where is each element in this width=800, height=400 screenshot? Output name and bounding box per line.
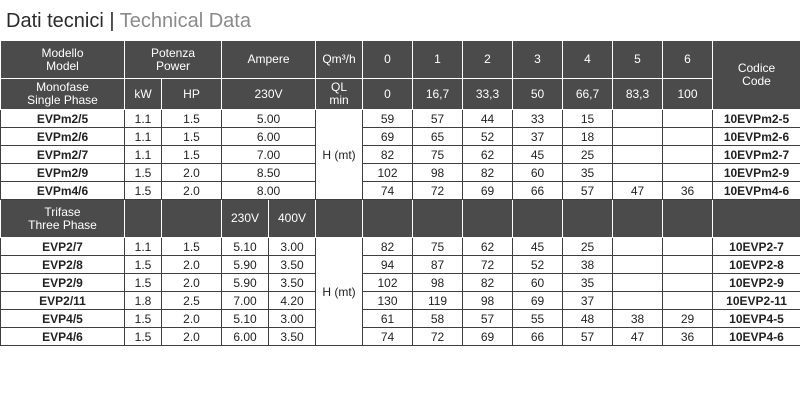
code-cell: 10EVPm4-6 [713,182,800,200]
header-three-phase: Trifase Three Phase [1,200,125,238]
head-cell: 87 [413,256,463,274]
head-cell [663,292,713,310]
head-cell: 82 [463,164,513,182]
head-cell [613,146,663,164]
head-cell: 48 [563,310,613,328]
head-cell: 35 [563,164,613,182]
header-blank [162,200,222,238]
head-cell: 74 [363,328,413,346]
ampere-400-cell: 3.50 [269,328,316,346]
header-row-three-phase [1,200,800,238]
model-cell: EVPm2/9 [1,164,125,182]
head-cell: 72 [413,328,463,346]
head-cell: 62 [463,238,513,256]
head-cell: 66 [513,182,563,200]
code-cell: 10EVP4-6 [713,328,800,346]
hp-cell: 1.5 [162,146,222,164]
header-ampere: Ampere [222,41,316,79]
header-flow-lmin: 0 [363,79,413,110]
model-cell: EVP4/5 [1,310,125,328]
header-blank [613,200,663,238]
head-cell: 74 [363,182,413,200]
ampere-230-cell: 6.00 [222,328,269,346]
header-power: Potenza Power [125,41,222,79]
header-code: Codice Code [713,41,800,110]
table-row [1,310,800,328]
code-cell: 10EVPm2-7 [713,146,800,164]
head-cell: 44 [463,110,513,128]
table-row [1,238,800,256]
header-flow-qm3h: 5 [613,41,663,79]
head-cell: 36 [663,182,713,200]
head-cell: 52 [513,256,563,274]
head-cell [663,164,713,182]
head-cell: 60 [513,274,563,292]
head-cell: 69 [463,182,513,200]
head-cell: 18 [563,128,613,146]
header-flow-lmin: 50 [513,79,563,110]
head-cell [613,238,663,256]
table-row [1,256,800,274]
hp-cell: 2.0 [162,256,222,274]
title-italian: Dati tecnici [6,10,104,32]
head-cell [613,110,663,128]
header-row-main [1,41,800,79]
head-cell: 98 [463,292,513,310]
header-230v: 230V [222,79,316,110]
head-cell: 69 [513,292,563,310]
head-cell [663,238,713,256]
head-cell: 102 [363,164,413,182]
ampere-400-cell: 4.20 [269,292,316,310]
kw-cell: 1.5 [125,274,162,292]
head-cell: 29 [663,310,713,328]
code-cell: 10EVPm2-6 [713,128,800,146]
header-blank [713,200,800,238]
ampere-230-cell: 5.10 [222,238,269,256]
header-flow-qm3h: 6 [663,41,713,79]
head-cell: 61 [363,310,413,328]
head-cell: 98 [413,164,463,182]
model-cell: EVPm4/6 [1,182,125,200]
head-cell: 72 [463,256,513,274]
head-cell: 57 [463,310,513,328]
header-blank [513,200,563,238]
code-cell: 10EVPm2-5 [713,110,800,128]
code-cell: 10EVP2-9 [713,274,800,292]
head-cell: 66 [513,328,563,346]
head-cell: 25 [563,146,613,164]
head-cell [613,164,663,182]
head-cell: 45 [513,146,563,164]
head-cell: 38 [563,256,613,274]
header-flow-qm3h: 3 [513,41,563,79]
table-row [1,328,800,346]
head-label: H (mt) [316,238,363,346]
header-flow-lmin: 66,7 [563,79,613,110]
head-cell [663,146,713,164]
head-cell [663,128,713,146]
header-blank [363,200,413,238]
head-cell: 33 [513,110,563,128]
head-cell: 69 [363,128,413,146]
ampere-230-cell: 7.00 [222,292,269,310]
head-cell: 52 [463,128,513,146]
head-label: H (mt) [316,110,363,200]
page-title [6,9,251,33]
kw-cell: 1.8 [125,292,162,310]
table-row [1,146,800,164]
model-cell: EVPm2/7 [1,146,125,164]
header-flow-qm3h: 0 [363,41,413,79]
head-cell: 75 [413,238,463,256]
ampere-400-cell: 3.50 [269,256,316,274]
head-cell: 82 [363,146,413,164]
table-row [1,164,800,182]
title-english: Technical Data [119,10,251,32]
table-row [1,110,800,128]
header-flow-qm3h: 1 [413,41,463,79]
head-cell: 65 [413,128,463,146]
head-cell: 47 [613,182,663,200]
head-cell: 58 [413,310,463,328]
head-cell: 35 [563,274,613,292]
header-230v-three-phase: 230V [222,200,269,238]
head-cell: 47 [613,328,663,346]
header-flow-qm3h: 4 [563,41,613,79]
head-cell: 75 [413,146,463,164]
head-cell: 69 [463,328,513,346]
head-cell [663,256,713,274]
title-separator: | [109,10,115,32]
head-cell: 45 [513,238,563,256]
technical-data-table [0,40,800,346]
head-cell: 38 [613,310,663,328]
kw-cell: 1.5 [125,164,162,182]
header-400v-three-phase: 400V [269,200,316,238]
head-cell: 62 [463,146,513,164]
model-cell: EVP2/8 [1,256,125,274]
ampere-400-cell: 3.50 [269,274,316,292]
model-cell: EVPm2/5 [1,110,125,128]
code-cell: 10EVP2-8 [713,256,800,274]
hp-cell: 2.0 [162,328,222,346]
head-cell: 37 [563,292,613,310]
hp-cell: 1.5 [162,238,222,256]
ampere-400-cell: 3.00 [269,238,316,256]
model-cell: EVP4/6 [1,328,125,346]
header-flow-lmin: 83,3 [613,79,663,110]
head-cell: 57 [563,182,613,200]
kw-cell: 1.5 [125,328,162,346]
ampere-230-cell: 5.10 [222,310,269,328]
head-cell: 82 [463,274,513,292]
table-row [1,274,800,292]
code-cell: 10EVPm2-9 [713,164,800,182]
header-flow-qm3h: 2 [463,41,513,79]
head-cell [663,274,713,292]
header-qm3h: Qm³/h [316,41,363,79]
hp-cell: 2.0 [162,310,222,328]
header-hp: HP [162,79,222,110]
header-kw: kW [125,79,162,110]
kw-cell: 1.5 [125,182,162,200]
hp-cell: 2.0 [162,182,222,200]
head-cell: 82 [363,238,413,256]
header-blank [316,200,363,238]
kw-cell: 1.1 [125,238,162,256]
header-single-phase: Monofase Single Phase [1,79,125,110]
hp-cell: 1.5 [162,128,222,146]
head-cell: 59 [363,110,413,128]
ampere-cell: 7.00 [222,146,316,164]
ampere-cell: 6.00 [222,128,316,146]
head-cell [663,110,713,128]
head-cell: 102 [363,274,413,292]
head-cell: 60 [513,164,563,182]
head-cell: 36 [663,328,713,346]
model-cell: EVP2/7 [1,238,125,256]
header-blank [125,200,162,238]
model-cell: EVP2/9 [1,274,125,292]
hp-cell: 2.0 [162,274,222,292]
code-cell: 10EVP2-7 [713,238,800,256]
head-cell [613,292,663,310]
model-cell: EVPm2/6 [1,128,125,146]
ampere-230-cell: 5.90 [222,256,269,274]
header-blank [663,200,713,238]
hp-cell: 2.0 [162,164,222,182]
kw-cell: 1.5 [125,256,162,274]
hp-cell: 1.5 [162,110,222,128]
code-cell: 10EVP2-11 [713,292,800,310]
header-blank [463,200,513,238]
head-cell: 72 [413,182,463,200]
header-flow-lmin: 100 [663,79,713,110]
head-cell: 94 [363,256,413,274]
ampere-230-cell: 5.90 [222,274,269,292]
head-cell [613,128,663,146]
head-cell: 37 [513,128,563,146]
ampere-cell: 8.50 [222,164,316,182]
table-row [1,128,800,146]
header-row-single-phase [1,79,800,110]
model-cell: EVP2/11 [1,292,125,310]
head-cell: 57 [563,328,613,346]
header-flow-lmin: 33,3 [463,79,513,110]
table-row [1,292,800,310]
ampere-cell: 5.00 [222,110,316,128]
head-cell: 57 [413,110,463,128]
ampere-400-cell: 3.00 [269,310,316,328]
table-row [1,182,800,200]
head-cell [613,274,663,292]
head-cell: 55 [513,310,563,328]
head-cell: 25 [563,238,613,256]
header-blank [563,200,613,238]
head-cell: 119 [413,292,463,310]
code-cell: 10EVP4-5 [713,310,800,328]
kw-cell: 1.1 [125,146,162,164]
header-blank [413,200,463,238]
head-cell [613,256,663,274]
ampere-cell: 8.00 [222,182,316,200]
hp-cell: 2.5 [162,292,222,310]
header-flow-lmin: 16,7 [413,79,463,110]
head-cell: 130 [363,292,413,310]
kw-cell: 1.5 [125,310,162,328]
header-model: Modello Model [1,41,125,79]
header-ql-min: QL min [316,79,363,110]
head-cell: 98 [413,274,463,292]
kw-cell: 1.1 [125,110,162,128]
kw-cell: 1.1 [125,128,162,146]
head-cell: 15 [563,110,613,128]
